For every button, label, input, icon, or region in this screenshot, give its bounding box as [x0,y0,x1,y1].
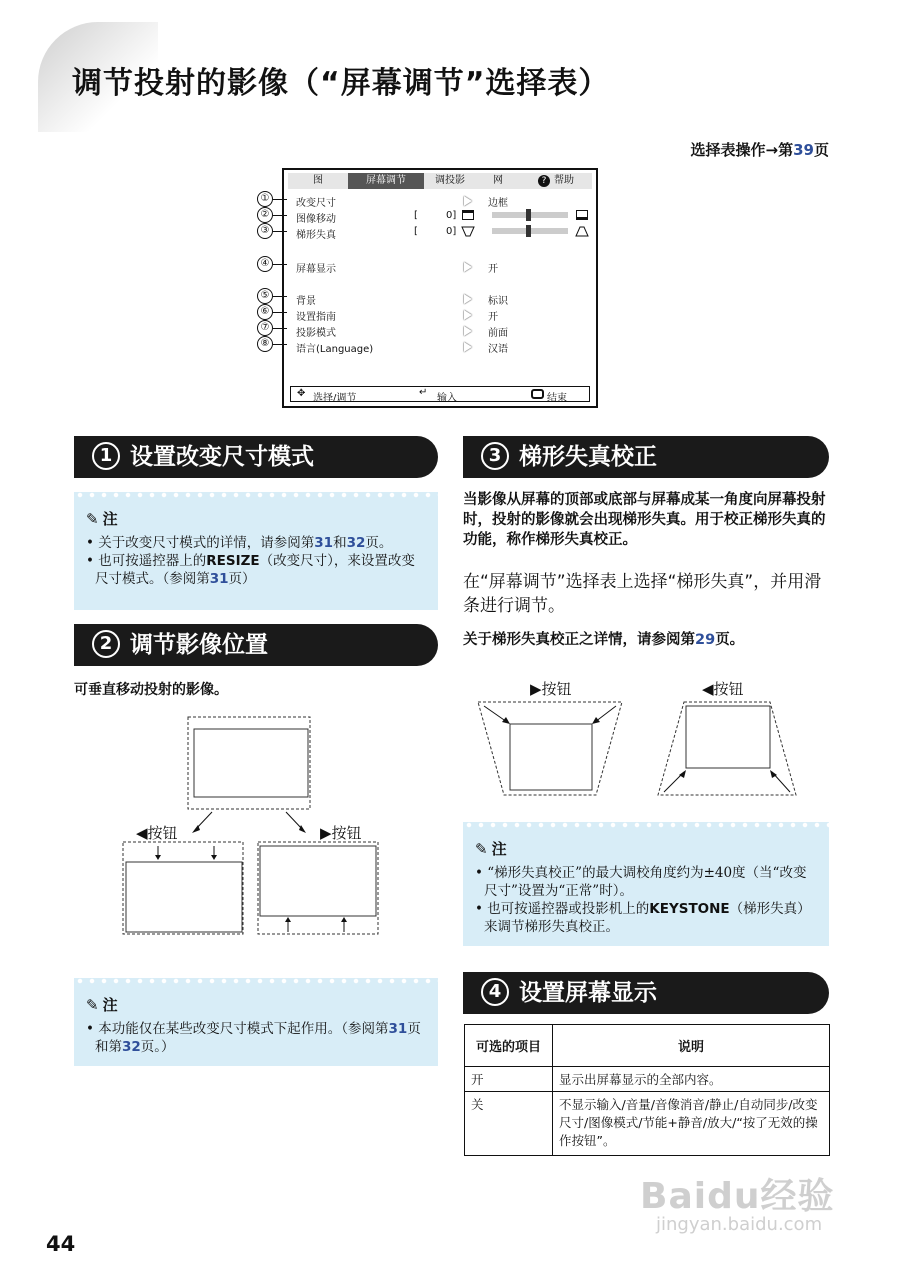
menu-row-language: 语言(Language) [296,344,374,355]
menu-tabs [288,173,592,189]
page-title: 调节投射的影像（“屏幕调节”选择表） [72,66,610,101]
arrow-right-icon [464,196,472,206]
tab-screen-adjust[interactable]: 屏幕调节 [348,173,424,189]
tab-picture[interactable]: 图 [313,175,323,186]
menu-row-setup-guide: 设置指南 [296,312,336,323]
right-button-label-keystone: ▶按钮 [530,680,572,698]
end-icon [531,389,544,399]
right-button-label: ▶按钮 [320,824,362,842]
section-1-header: 1 设置改变尺寸模式 [74,436,438,478]
menu-row-resize: 改变尺寸 [296,198,336,209]
enter-icon: ↵ [419,387,428,398]
section-3-para-2: 在“屏幕调节”选择表上选择“梯形失真”，并用滑条进行调节。 [463,572,822,616]
section-2-header: 2 调节影像位置 [74,624,438,666]
note-2: ✎ 注 • 本功能仅在某些改变尺寸模式下起作用。（参阅第31页和第32页。） [74,978,438,1066]
section-2-text: 可垂直移动投射的影像。 [74,682,228,698]
menu-reference: 选择表操作→第39页 [690,141,829,159]
pencil-icon: ✎ [86,510,99,528]
arrow-right-icon [464,262,472,272]
shift-down-icon [576,210,588,220]
menu-value-resize: 边框 [488,198,508,209]
callout-8: ⑧ [257,336,273,352]
pencil-icon: ✎ [475,840,488,858]
section-3-para-1: 当影像从屏幕的顶部或底部与屏幕成某一角度向屏幕投射时，投射的影像就会出现梯形失真。用于校正梯形失真的功能，称作梯形失真校正。 [463,492,826,548]
callout-1: ① [257,191,273,207]
shift-up-icon [462,210,474,220]
callout-6: ⑥ [257,304,273,320]
menu-row-osd: 屏幕显示 [296,264,336,275]
table-row: 开 显示出屏幕显示的全部内容。 [465,1067,830,1092]
help-icon: ? [538,175,550,187]
tab-help[interactable]: ? 帮助 [520,173,592,189]
tab-projector[interactable]: 调投影 [435,175,465,186]
keystone-diagram [470,700,830,800]
menu-footer: ✥ 选择/调节 ↵ 输入 结束 [290,386,590,402]
arrow-right-icon [464,310,472,320]
pencil-icon: ✎ [86,996,99,1014]
section-3-para-3: 关于梯形失真校正之详情，请参阅第29页。 [463,632,745,648]
keystone-inverted-icon [461,226,475,237]
arrow-right-icon [464,326,472,336]
section-4-header: 4 设置屏幕显示 [463,972,829,1014]
menu-row-image-shift: 图像移动 [296,214,336,225]
menu-row-background: 背景 [296,296,316,307]
note-1: ✎ 注 • 关于改变尺寸模式的详情，请参阅第31和32页。 • 也可按遥控器上的RESIZE（改变尺寸），来设置改变尺寸模式。（参阅第31页） [74,492,438,610]
watermark-logo: Baidu经验 [640,1176,835,1217]
left-button-label: ◀按钮 [136,824,178,842]
keystone-icon [575,226,589,237]
callout-4: ④ [257,256,273,272]
table-header-row: 可选的项目 说明 [465,1025,830,1067]
callout-3: ③ [257,223,273,239]
table-row: 关 不显示输入/音量/音像消音/静止/自动同步/改变尺寸/图像模式/节能+静音/放大/“按了无效的操作按钮”。 [465,1092,830,1156]
image-shift-slider[interactable] [492,212,568,218]
dpad-icon: ✥ [297,388,306,399]
osd-options-table [464,1024,830,1156]
keystone-slider[interactable] [492,228,568,234]
section-3-header: 3 梯形失真校正 [463,436,829,478]
callout-5: ⑤ [257,288,273,304]
arrow-right-icon [464,342,472,352]
watermark-url: jingyan.baidu.com [656,1214,823,1235]
left-button-label-keystone: ◀按钮 [702,680,744,698]
menu-row-keystone: 梯形失真 [296,230,336,241]
menu-row-projection-mode: 投影模式 [296,328,336,339]
note-3: ✎ 注 • “梯形失真校正”的最大调校角度约为±40度（当“改变尺寸”设置为“正常”时）。 • 也可按遥控器或投影机上的KEYSTONE（梯形失真）来调节梯形失真校正。 [463,822,829,946]
callout-2: ② [257,207,273,223]
tab-network[interactable]: 网 [493,175,503,186]
page-number: 44 [46,1232,76,1256]
arrow-right-icon [464,294,472,304]
callout-7: ⑦ [257,320,273,336]
screen-adjust-menu: 图 屏幕调节 调投影 网 ? 帮助 改变尺寸 边框 图像移动 [ 0] 梯形失真 [ 0] 屏幕显示 开 背景 标识 设置指南 开 投影模式 前面 语言(Language) 汉语 ✥ 选择/调节 ↵ 输入 结束 [282,168,598,408]
